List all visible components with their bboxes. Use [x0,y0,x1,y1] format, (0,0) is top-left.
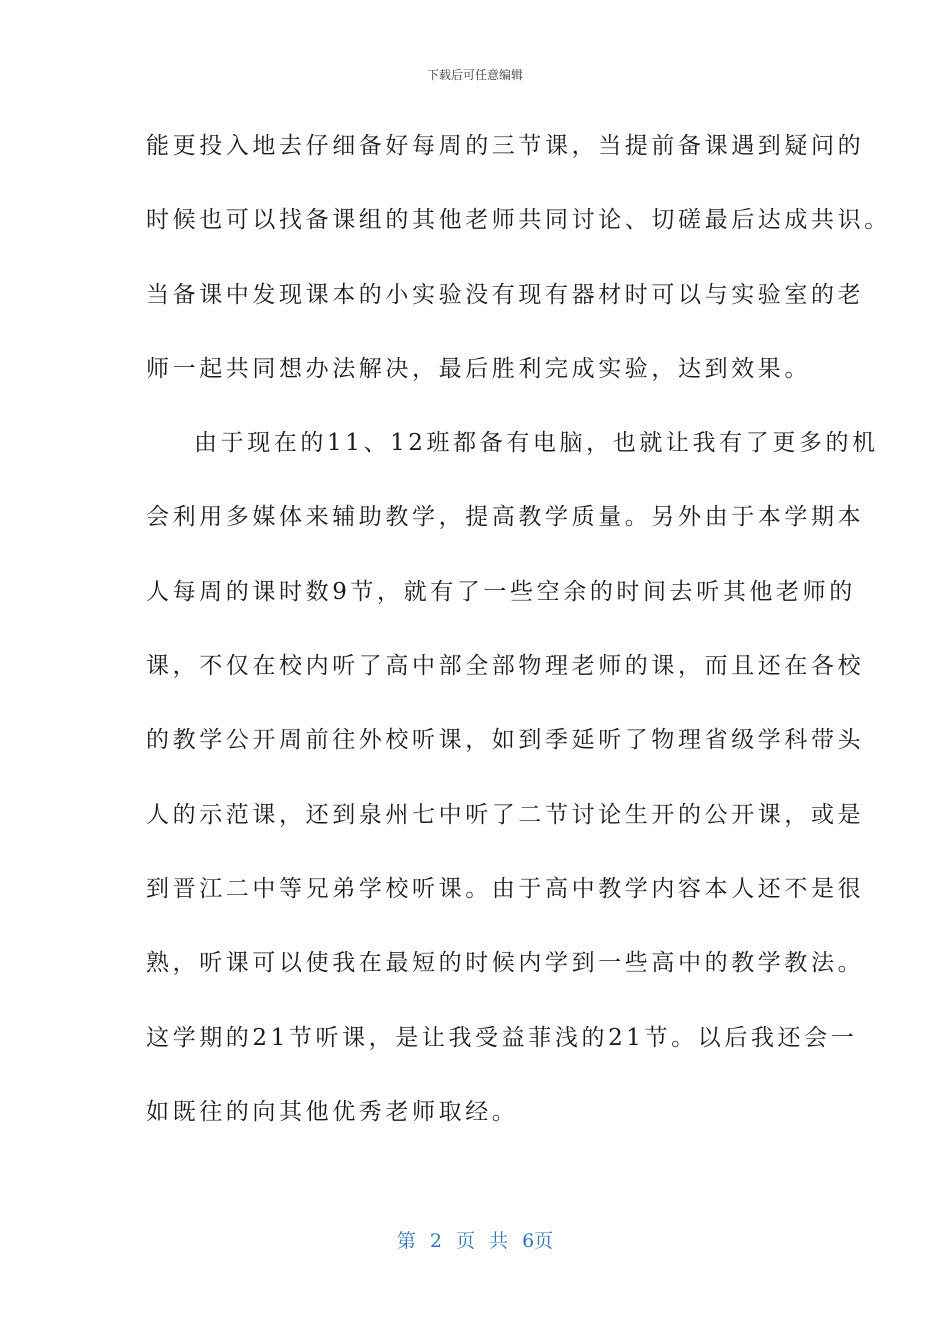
text-line-10: 人的示范课，还到泉州七中听了二节讨论生开的公开课，或是 [146,801,865,828]
text-line-4: 师一起共同想办法解决，最后胜利完成实验，达到效果。 [146,355,811,382]
page-number-footer: 第 2 页 共 6页 [396,1230,554,1252]
text-line-5: 由于现在的11、12班都备有电脑，也就让我有了更多的机 [194,430,879,457]
text-line-14: 如既往的向其他优秀老师取经。 [146,1098,519,1125]
text-line-11: 到晋江二中等兄弟学校听课。由于高中教学内容本人还不是很 [146,875,865,902]
text-line-2: 时候也可以找备课组的其他老师共同讨论、切磋最后达成共识。 [146,207,891,234]
text-line-6: 会利用多媒体来辅助教学，提高教学质量。另外由于本学期本 [146,504,865,531]
text-line-12: 熟，听课可以使我在最短的时候内学到一些高中的教学教法。 [146,950,865,977]
text-line-7: 人每周的课时数9节，就有了一些空余的时间去听其他老师的 [146,578,856,605]
document-body [146,126,891,1166]
text-line-13: 这学期的21节听课，是让我受益菲浅的21节。以后我还会一 [146,1024,858,1051]
text-line-8: 课，不仅在校内听了高中部全部物理老师的课，而且还在各校 [146,653,865,680]
header-note: 下载后可任意编辑 [426,68,523,82]
text-line-1: 能更投入地去仔细备好每周的三节课，当提前备课遇到疑问的 [146,133,865,159]
text-line-9: 的教学公开周前往外校听课，如到季延听了物理省级学科带头 [146,727,865,754]
text-line-3: 当备课中发现课本的小实验没有现有器材时可以与实验室的老 [146,281,865,308]
